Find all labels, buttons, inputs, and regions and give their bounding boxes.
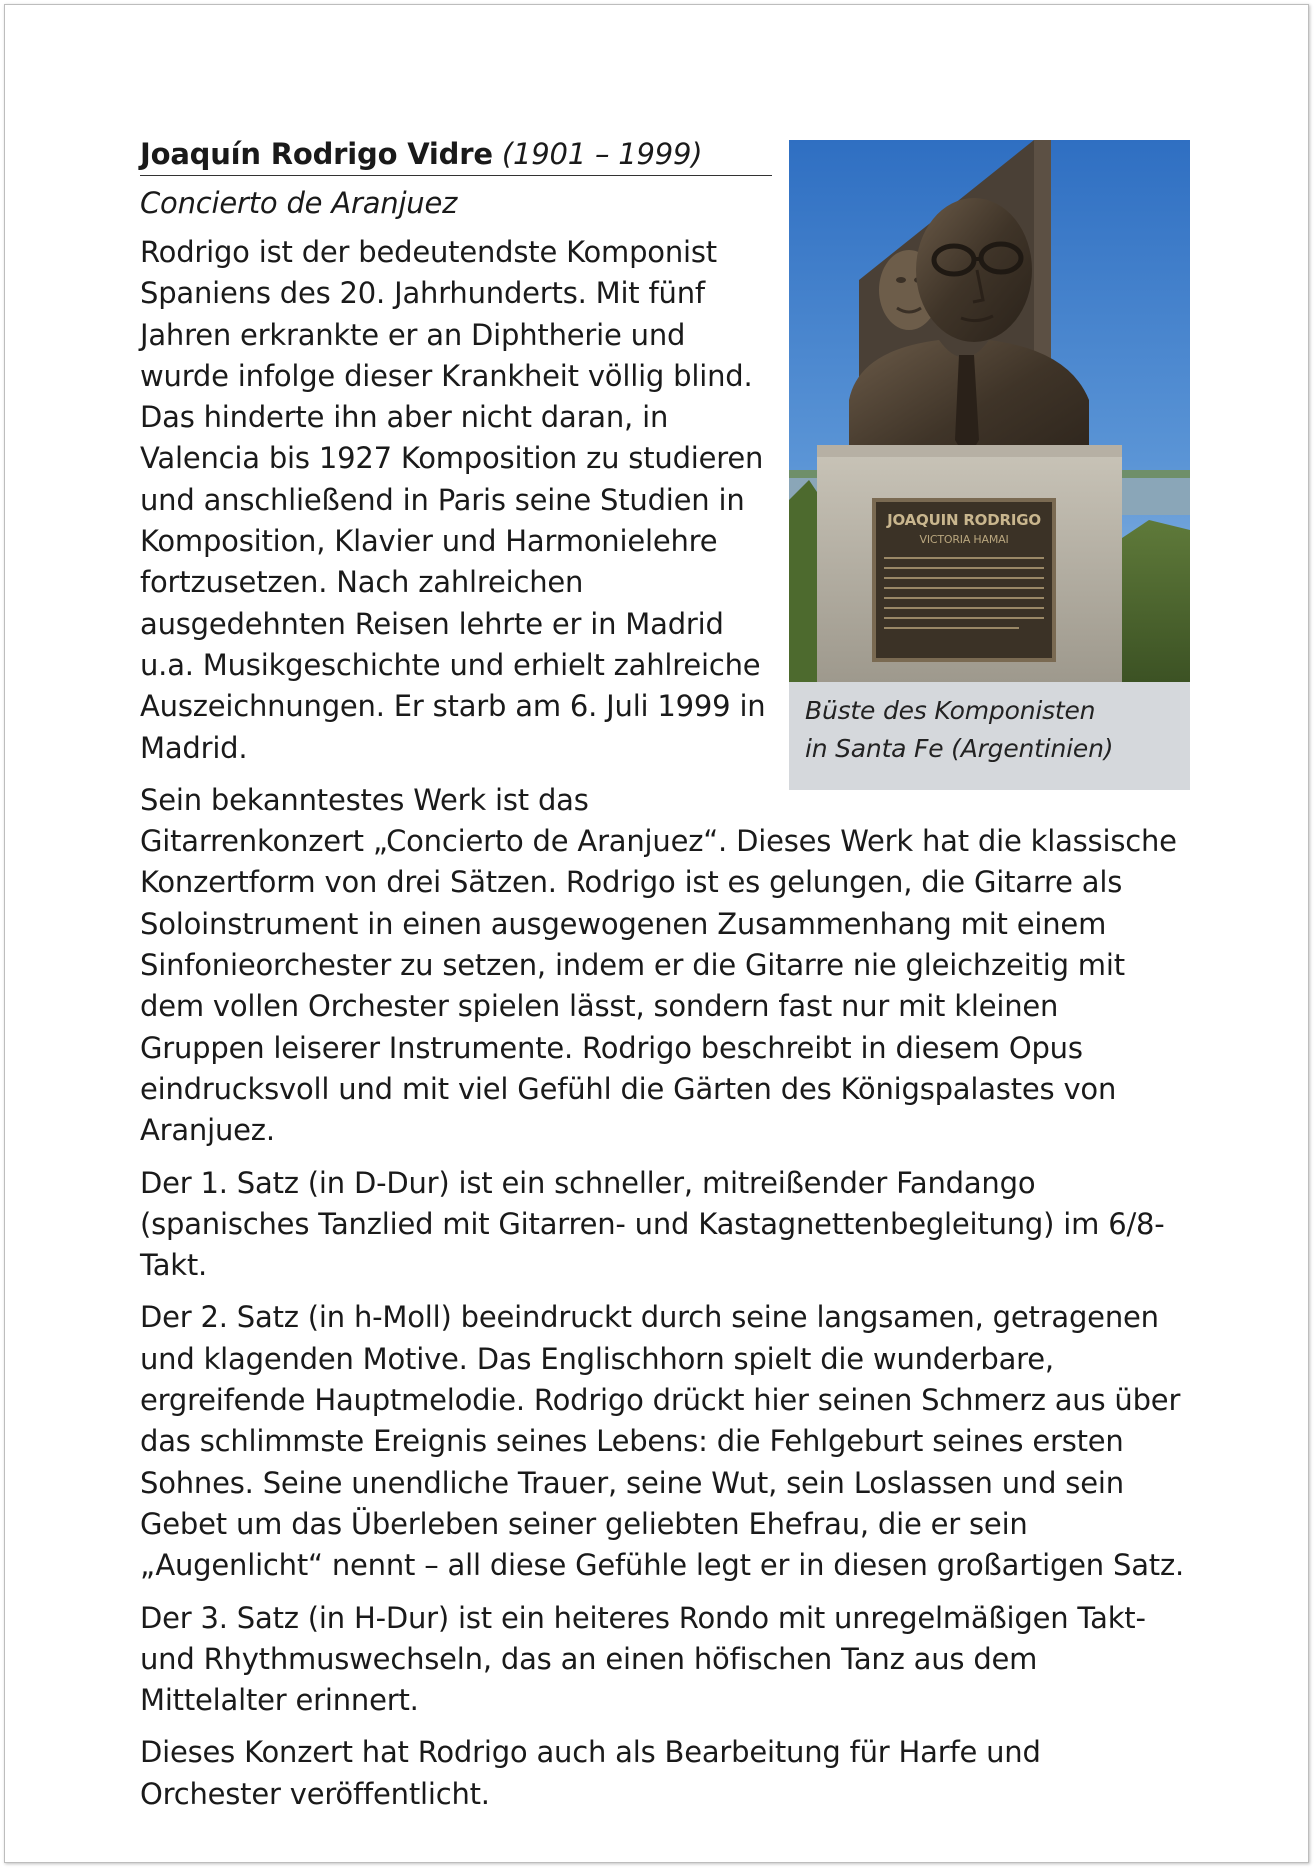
article [140, 135, 1190, 1826]
plaque-subtitle: VICTORIA HAMAI [919, 533, 1009, 546]
paragraph-movement-3: Der 3. Satz (in H-Dur) ist ein heiteres Rondo mit unregelmäßigen Takt- und Rhythmuswechseln, das an einen höfischen Tanz aus dem Mittelalter erinnert. [140, 1600, 1146, 1718]
bust-photo [789, 140, 1190, 682]
paragraph-biography: Rodrigo ist der bedeutendste Komponist Spaniens des 20. Jahrhunderts. Mit fünf Jahren erkrankte er an Diphtherie und wurde infolge dieser Krankheit völlig blind. Das hinderte ihn aber nicht daran, in Valencia bis 1927 Komposition zu studieren und anschließend in Paris seine Studien in Komposition, Klavier und Harmonielehre fortzusetzen. Nach zahlreichen ausgedehnten Reisen lehrte er in Madrid u.a. Musikgeschichte und erhielt zahlreiche Auszeichnungen. Er starb am 6. Juli 1999 in Madrid. [140, 235, 766, 765]
work-title: Concierto de Aranjuez [140, 186, 458, 220]
document-page [4, 4, 1309, 1863]
composer-years: (1901 – 1999) [501, 137, 703, 171]
caption-line-2: in Santa Fe (Argentinien) [805, 734, 1114, 763]
paragraph-movement-1: Der 1. Satz (in D-Dur) ist ein schneller, mitreißender Fandango (spanisches Tanzlied mit Gitarren- und Kastagnettenbegleitung) im 6/8-Takt. [140, 1165, 1165, 1283]
caption-line-1: Büste des Komponisten [805, 696, 1096, 725]
plaque-title: JOAQUIN RODRIGO [887, 511, 1041, 529]
paragraph-movement-2: Der 2. Satz (in h-Moll) beeindruckt durch seine langsamen, getragenen und klagenden Motive. Das Englischhorn spielt die wunderbare, ergreifende Hauptmelodie. Rodrigo drückt hier seinen Schmerz aus über das schlimmste Ereignis seines Lebens: die Fehlgeburt seines ersten Sohnes. Seine unendliche Trauer, seine Wut, sein Loslassen und sein Gebet um das Überleben seiner geliebten Ehefrau, die er sein „Augenlicht“ nennt – all diese Gefühle legt er in diesen großartigen Satz. [140, 1300, 1184, 1583]
paragraph-work: Sein bekanntestes Werk ist das Gitarrenkonzert „Concierto de Aranjuez“. Dieses Werk hat die klassische Konzertform von drei Sätzen. Rodrigo ist es gelungen, die Gitarre als Soloinstrument in einen ausgewogenen Zusammenhang mit einem Sinfonieorchester zu setzen, indem er die Gitarre nie gleichzeitig mit dem vollen Orchester spielen lässt, sondern fast nur mit kleinen Gruppen leiserer Instrumente. Rodrigo beschreibt in diesem Opus eindrucksvoll und mit viel Gefühl die Gärten des Königspalastes von Aranjuez. [140, 782, 1177, 1148]
page-title [140, 135, 772, 176]
figure-caption [805, 692, 1175, 768]
bust-photo-graphic [789, 140, 1190, 682]
figure [789, 140, 1190, 790]
composer-name: Joaquín Rodrigo Vidre [140, 137, 493, 171]
paragraph-harp-version: Dieses Konzert hat Rodrigo auch als Bearbeitung für Harfe und Orchester veröffentlicht. [140, 1735, 1041, 1811]
